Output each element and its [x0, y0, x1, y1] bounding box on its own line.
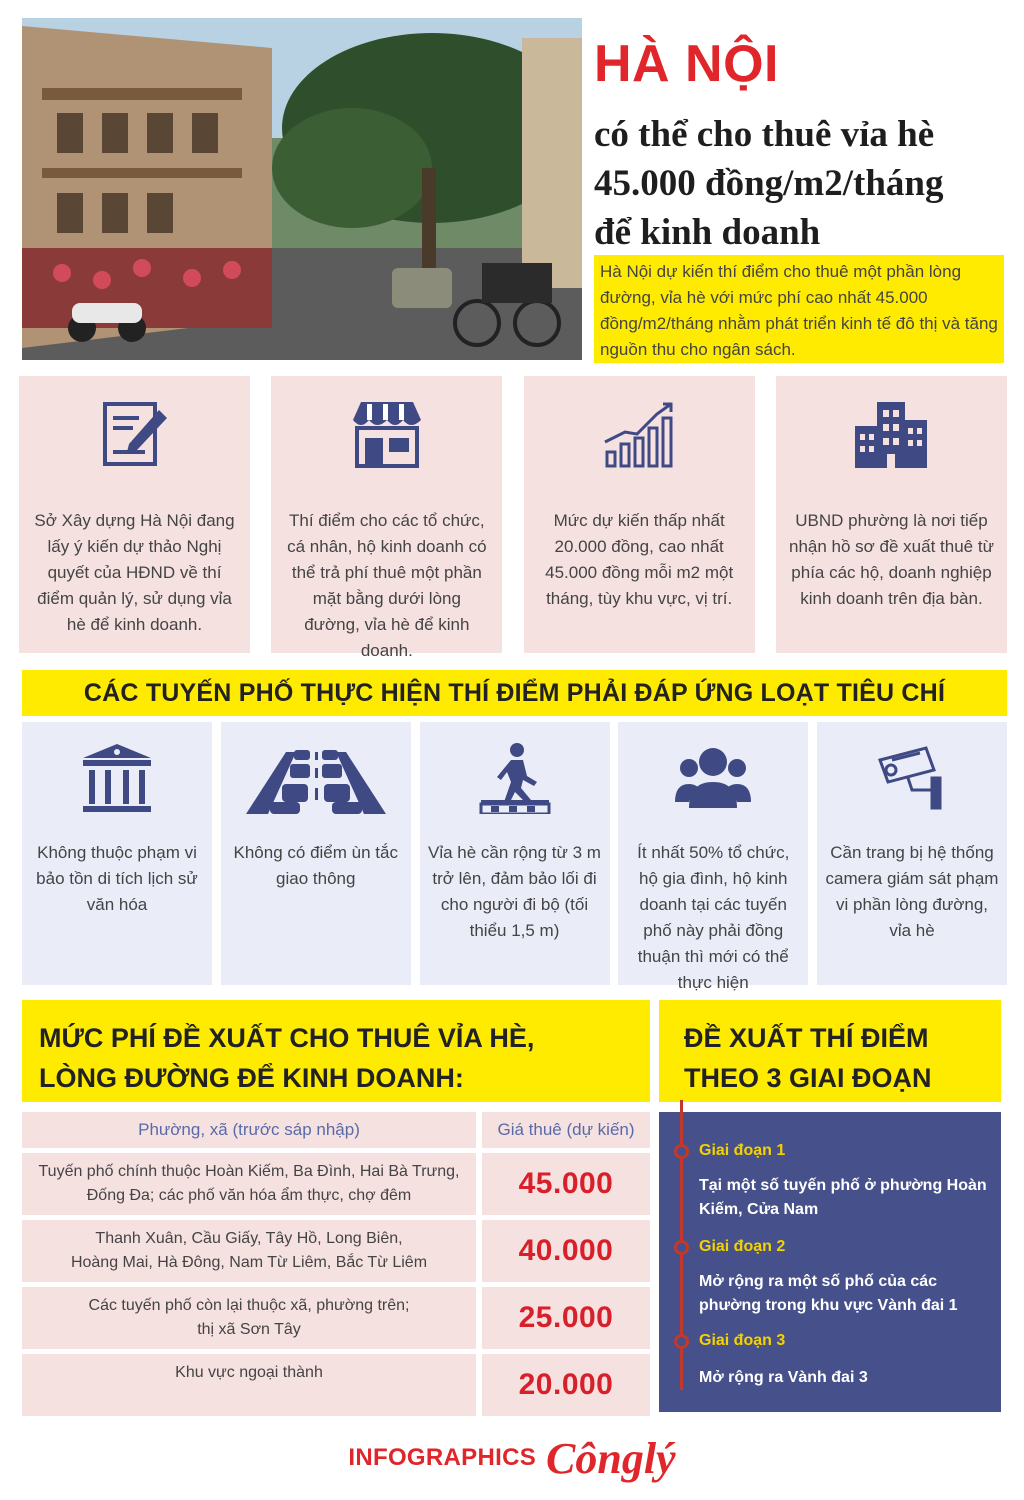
area-line: Hoàng Mai, Hà Đông, Nam Từ Liêm, Bắc Từ Liêm — [70, 1254, 428, 1271]
footer — [0, 1430, 1024, 1486]
criteria-text: Ít nhất 50% tổ chức, hộ gia đình, hộ kinh doanh tại các tuyến phố này phải đồng thuận thì mới có thể thực hiện — [637, 843, 790, 992]
timeline-dot — [674, 1240, 689, 1255]
price-cell: 45.000 — [482, 1153, 650, 1215]
info-card — [19, 376, 250, 653]
column-header-area: Phường, xã (trước sáp nhập) — [22, 1112, 476, 1148]
criteria-text: Không có điểm ùn tắc giao thông — [233, 843, 398, 888]
info-card-text: Thí điểm cho các tổ chức, cá nhân, hộ kinh doanh có thể trả phí thuê một phần mặt bằng dưới lòng đường, vỉa hè để kinh doanh. — [287, 511, 487, 660]
area-line: Khu vực ngoại thành — [175, 1364, 323, 1381]
hero-street-photo — [22, 18, 582, 360]
criteria-title: CÁC TUYẾN PHỐ THỰC HIỆN THÍ ĐIỂM PHẢI ĐÁP ỨNG LOẠT TIÊU CHÍ — [22, 670, 1007, 716]
area-line: Đống Đa; các phố văn hóa ẩm thực, chợ đêm — [86, 1187, 412, 1204]
info-card — [524, 376, 755, 653]
storefront-icon — [271, 394, 502, 474]
price-cell: 25.000 — [482, 1287, 650, 1349]
phases-title-line: THEO 3 GIAI ĐOẠN — [684, 1063, 932, 1093]
fee-title-line: LÒNG ĐƯỜNG ĐỂ KINH DOANH: — [39, 1063, 464, 1093]
area-cell — [22, 1153, 476, 1215]
phases-timeline — [659, 1112, 1001, 1412]
criteria-list — [22, 722, 1007, 992]
criteria-text: Vỉa hè cần rộng từ 3 m trở lên, đảm bảo lối đi cho người đi bộ (tối thiểu 1,5 m) — [428, 843, 601, 940]
price-cell: 20.000 — [482, 1354, 650, 1416]
area-line: Thanh Xuân, Cầu Giấy, Tây Hồ, Long Biên, — [95, 1230, 403, 1247]
info-cards — [19, 376, 1007, 660]
fee-title-line: MỨC PHÍ ĐỀ XUẤT CHO THUÊ VỈA HÈ, — [39, 1023, 535, 1053]
phase-label: Giai đoạn 2 — [699, 1238, 786, 1255]
info-card — [776, 376, 1007, 653]
phases-title-line: ĐỀ XUẤT THÍ ĐIỂM — [684, 1023, 929, 1053]
buildings-icon — [776, 394, 1007, 474]
phase-label: Giai đoạn 1 — [699, 1142, 786, 1159]
criteria-item — [420, 722, 610, 985]
info-card-text: Mức dự kiến thấp nhất 20.000 đồng, cao nhất 45.000 đồng mỗi m2 một tháng, tùy khu vực, vị trí. — [545, 511, 734, 608]
document-pen-icon — [19, 394, 250, 474]
pedestrian-icon — [420, 738, 610, 818]
fee-table — [22, 1112, 650, 1416]
brand-logo: Cônglý — [546, 1433, 676, 1483]
criteria-item — [618, 722, 808, 992]
criteria-text: Cần trang bị hệ thống camera giám sát phạm vi phần lòng đường, vỉa hè — [825, 843, 999, 940]
subtitle-line: có thể cho thuê vỉa hè — [594, 114, 935, 155]
footer-label: INFOGRAPHICS — [348, 1444, 537, 1471]
lead-paragraph: Hà Nội dự kiến thí điểm cho thuê một phần lòng đường, vỉa hè với mức phí cao nhất 45.000 đồng/m2/tháng nhằm phát triển kinh tế đô thị và tăng nguồn thu cho ngân sách. — [594, 255, 1004, 363]
phase-text: Tại một số tuyến phố ở phường Hoàn Kiếm, Cửa Nam — [699, 1177, 987, 1218]
traffic-jam-icon — [221, 738, 411, 818]
area-cell — [22, 1354, 476, 1416]
page-subtitle — [594, 110, 1014, 257]
phase-label: Giai đoạn 3 — [699, 1332, 786, 1349]
phase-text: Mở rộng ra một số phố của các phường trong khu vực Vành đai 1 — [699, 1273, 958, 1314]
info-card-text: UBND phường là nơi tiếp nhận hồ sơ đề xuất thuê từ phía các hộ, doanh nghiệp kinh doanh trên địa bàn. — [789, 511, 994, 608]
timeline-dot — [674, 1334, 689, 1349]
info-card — [271, 376, 502, 660]
table-row — [22, 1287, 650, 1349]
price-cell: 40.000 — [482, 1220, 650, 1282]
subtitle-line: để kinh doanh — [594, 212, 821, 253]
phase-text: Mở rộng ra Vành đai 3 — [699, 1369, 868, 1386]
page-title: HÀ NỘI — [594, 35, 779, 93]
phases-title — [659, 1000, 1001, 1102]
area-line: thị xã Sơn Tây — [197, 1321, 301, 1338]
info-card-text: Sở Xây dựng Hà Nội đang lấy ý kiến dự thảo Nghị quyết của HĐND về thí điểm quản lý, sử dụng vỉa hè để kinh doanh. — [34, 511, 235, 634]
area-cell — [22, 1220, 476, 1282]
growth-chart-icon — [524, 394, 755, 474]
criteria-item — [817, 722, 1007, 985]
table-row — [22, 1354, 650, 1416]
subtitle-line: 45.000 đồng/m2/tháng — [594, 163, 944, 204]
criteria-text: Không thuộc phạm vi bảo tồn di tích lịch sử văn hóa — [36, 843, 198, 914]
criteria-item — [221, 722, 411, 985]
people-group-icon — [618, 738, 808, 818]
column-header-price: Giá thuê (dự kiến) — [482, 1112, 650, 1148]
fee-section-title — [22, 1000, 650, 1102]
area-line: Các tuyến phố còn lại thuộc xã, phường trên; — [88, 1297, 410, 1314]
fee-table-header — [22, 1112, 650, 1148]
area-cell — [22, 1287, 476, 1349]
heritage-building-icon — [22, 738, 212, 818]
area-line: Tuyến phố chính thuộc Hoàn Kiếm, Ba Đình, Hai Bà Trưng, — [38, 1163, 460, 1180]
criteria-item — [22, 722, 212, 985]
timeline-dot — [674, 1144, 689, 1159]
table-row — [22, 1220, 650, 1282]
table-row — [22, 1153, 650, 1215]
cctv-camera-icon — [817, 738, 1007, 818]
